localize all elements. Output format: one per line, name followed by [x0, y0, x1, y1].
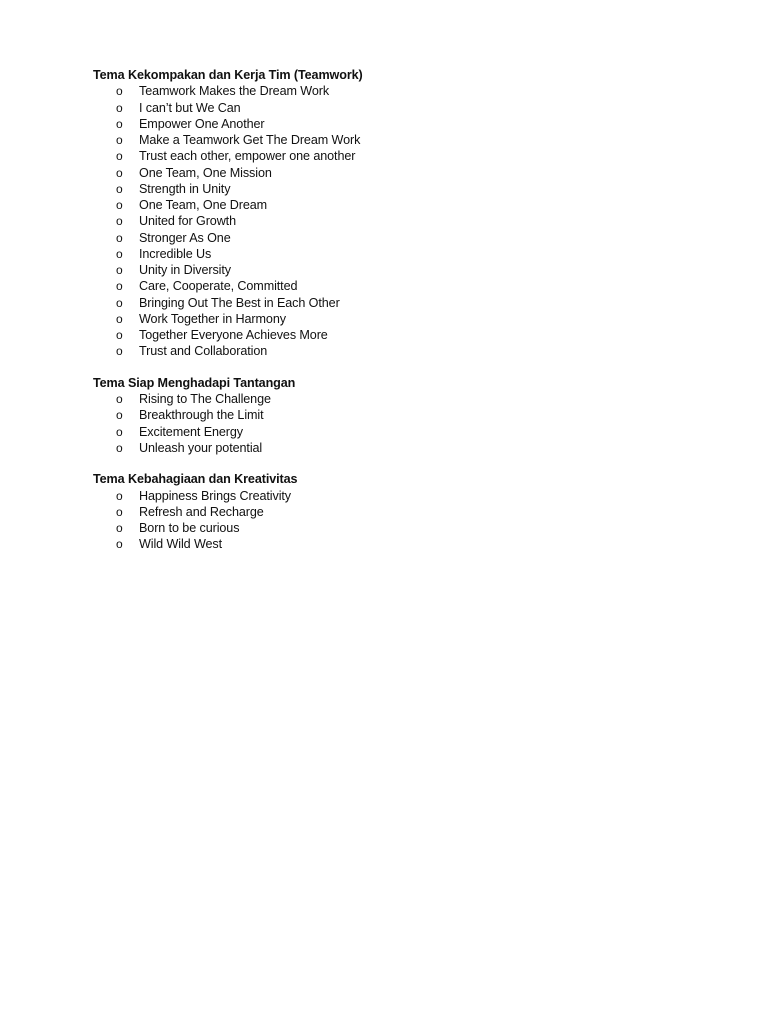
list-item-text: One Team, One Dream	[139, 198, 268, 213]
list-item	[93, 536, 733, 552]
bullet: o	[116, 295, 123, 310]
bullet: o	[116, 214, 123, 229]
list-item-text: Trust and Collaboration	[139, 344, 268, 359]
list-item-text: Excitement Energy	[139, 424, 243, 439]
list-item	[93, 278, 733, 294]
list-item	[93, 295, 733, 311]
theme-list	[93, 391, 733, 456]
section-teamwork	[93, 67, 733, 360]
list-item	[93, 424, 733, 440]
list-item-text: Breakthrough the Limit	[139, 408, 264, 423]
list-item-text: One Team, One Mission	[139, 165, 272, 180]
list-item-text: I can’t but We Can	[139, 100, 241, 115]
list-item-text: Care, Cooperate, Committed	[139, 279, 298, 294]
list-item-text: Trust each other, empower one another	[139, 149, 356, 164]
list-item	[93, 262, 733, 278]
list-item	[93, 213, 733, 229]
bullet: o	[116, 424, 123, 439]
section-creativity	[93, 471, 733, 552]
list-item-text: Together Everyone Achieves More	[139, 328, 328, 343]
list-item-text: Incredible Us	[139, 246, 212, 261]
bullet: o	[116, 537, 123, 552]
bullet: o	[116, 328, 123, 343]
list-item	[93, 327, 733, 343]
bullet: o	[116, 344, 123, 359]
list-item	[93, 520, 733, 536]
list-item	[93, 391, 733, 407]
list-item-text: Teamwork Makes the Dream Work	[139, 84, 330, 99]
list-item	[93, 488, 733, 504]
list-item	[93, 116, 733, 132]
list-item	[93, 246, 733, 262]
bullet: o	[116, 165, 123, 180]
list-item	[93, 440, 733, 456]
list-item-text: Strength in Unity	[139, 181, 231, 196]
list-item	[93, 504, 733, 520]
bullet: o	[116, 116, 123, 131]
list-item	[93, 197, 733, 213]
list-item-text: Bringing Out The Best in Each Other	[139, 295, 340, 310]
section-title: Tema Kebahagiaan dan Kreativitas	[93, 472, 298, 487]
bullet: o	[116, 230, 123, 245]
list-item-text: Empower One Another	[139, 116, 265, 131]
bullet: o	[116, 440, 123, 455]
bullet: o	[116, 408, 123, 423]
list-item-text: Rising to The Challenge	[139, 392, 271, 407]
list-item	[93, 311, 733, 327]
list-item	[93, 407, 733, 423]
list-item-text: Born to be curious	[139, 521, 240, 536]
bullet: o	[116, 149, 123, 164]
list-item	[93, 83, 733, 99]
bullet: o	[116, 181, 123, 196]
bullet: o	[116, 311, 123, 326]
list-item	[93, 100, 733, 116]
list-item	[93, 132, 733, 148]
list-item	[93, 165, 733, 181]
bullet: o	[116, 84, 123, 99]
bullet: o	[116, 392, 123, 407]
list-item-text: Happiness Brings Creativity	[139, 488, 291, 503]
section-title: Tema Kekompakan dan Kerja Tim (Teamwork)	[93, 68, 363, 82]
theme-list	[93, 488, 733, 553]
list-item-text: Work Together in Harmony	[139, 311, 286, 326]
document-page	[93, 67, 733, 568]
list-item	[93, 343, 733, 359]
bullet: o	[116, 198, 123, 213]
section-title: Tema Siap Menghadapi Tantangan	[93, 375, 296, 390]
bullet: o	[116, 246, 123, 261]
bullet: o	[116, 521, 123, 536]
list-item-text: Make a Teamwork Get The Dream Work	[139, 133, 361, 148]
bullet: o	[116, 488, 123, 503]
list-item-text: Unity in Diversity	[139, 263, 231, 278]
list-item-text: Refresh and Recharge	[139, 504, 264, 519]
theme-list	[93, 83, 733, 359]
list-item-text: Stronger As One	[139, 230, 231, 245]
section-challenge	[93, 375, 733, 456]
list-item-text: Unleash your potential	[139, 440, 263, 455]
list-item-text: United for Growth	[139, 214, 236, 229]
bullet: o	[116, 133, 123, 148]
bullet: o	[116, 504, 123, 519]
bullet: o	[116, 279, 123, 294]
list-item	[93, 181, 733, 197]
list-item	[93, 148, 733, 164]
bullet: o	[116, 263, 123, 278]
list-item	[93, 230, 733, 246]
bullet: o	[116, 100, 123, 115]
list-item-text: Wild Wild West	[139, 537, 223, 552]
